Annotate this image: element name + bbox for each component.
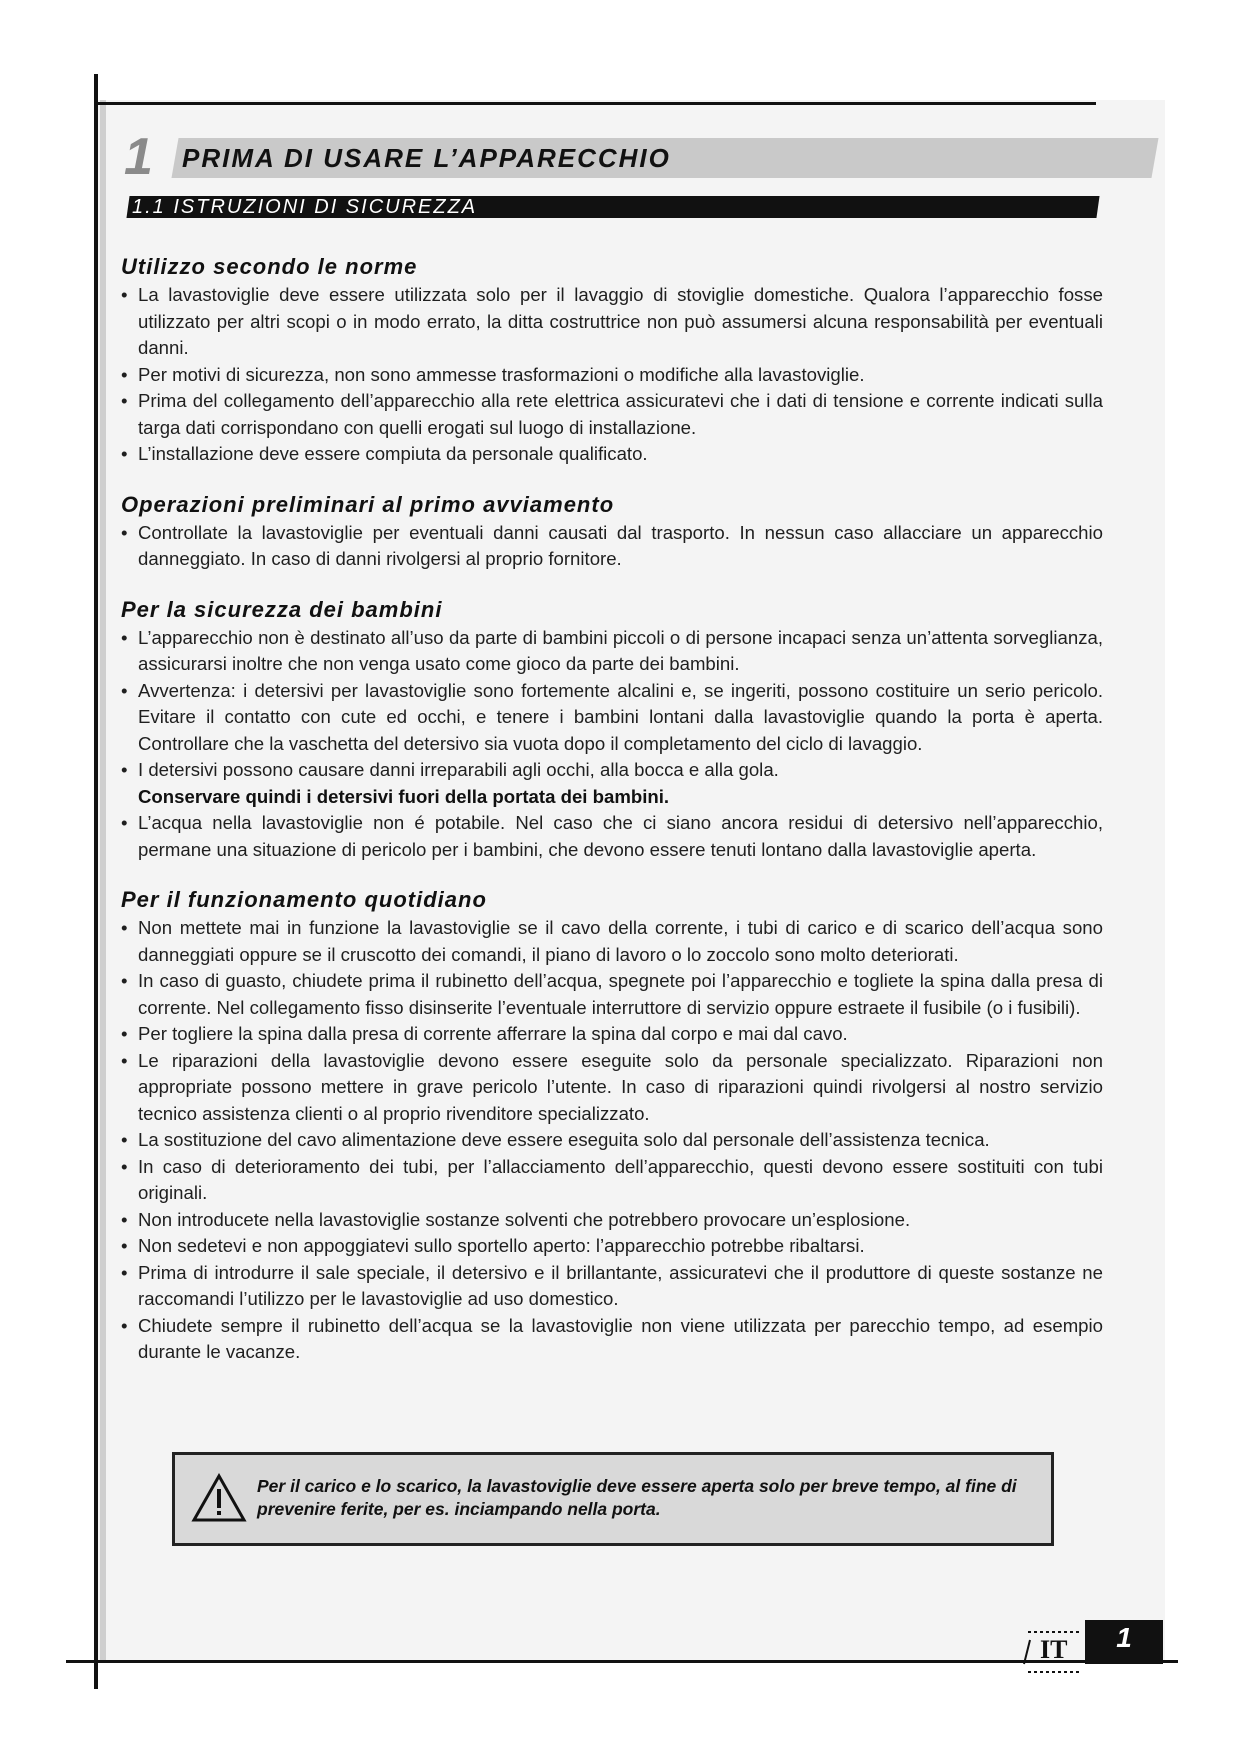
bullet-icon: • <box>121 284 128 305</box>
bullet-icon: • <box>121 1314 128 1336</box>
list-item: • Per togliere la spina dalla presa di corrente afferrare la spina dal corpo e mai dal cavo. <box>121 1021 1103 1048</box>
subheading: Utilizzo secondo le norme <box>121 254 418 279</box>
list-item: • Per motivi di sicurezza, non sono ammesse trasformazioni o modifiche alla lavastoviglie. <box>121 362 1103 389</box>
warning-triangle-icon <box>191 1473 247 1523</box>
document-body <box>121 254 1103 1390</box>
page-number: 1 <box>1116 1622 1132 1653</box>
bullet-icon: • <box>121 1129 128 1150</box>
list-item: • L’apparecchio non è destinato all’uso da parte di bambini piccoli o di persone incapaci senza un’attenta sorveglianza, assicurarsi inoltre che non venga usato come gioco da parte dei bambini. <box>121 626 1103 674</box>
list-item: • Le riparazioni della lavastoviglie devono essere eseguite solo da personale specializzato. Riparazioni non appropriate possono mettere in grave pericolo l’utente. In caso di riparazioni quindi rivolgersi al nostro servizio tecnico assistenza clienti o al proprio rivenditore specializzato. <box>121 1049 1103 1124</box>
subheading: Per la sicurezza dei bambini <box>121 596 443 622</box>
bullet-icon: • <box>121 917 128 938</box>
bullet-icon: • <box>121 1208 128 1230</box>
bullet-icon: • <box>121 521 128 543</box>
emphasis-note: Conservare quindi i detersivi fuori della portata dei bambini. <box>138 785 670 807</box>
list-item: • I detersivi possono causare danni irreparabili agli occhi, alla bocca e alla gola. <box>121 757 1103 784</box>
bullet-icon: • <box>121 970 128 991</box>
block-child-safety <box>121 597 1103 864</box>
bullet-icon: • <box>121 1261 128 1283</box>
bullet-icon: • <box>121 390 128 411</box>
chapter-number: 1 <box>124 128 153 186</box>
left-border-rule <box>94 74 98 1689</box>
subheading: Per il funzionamento quotidiano <box>121 887 487 912</box>
bullet-icon: • <box>121 1049 128 1071</box>
chapter-title: PRIMA DI USARE L’APPARECCHIO <box>182 143 671 173</box>
section-title: 1.1 ISTRUZIONI DI SICUREZZA <box>132 196 478 218</box>
language-label: IT <box>1040 1635 1068 1664</box>
top-border-rule <box>96 102 1096 105</box>
bullet-icon: • <box>121 679 128 701</box>
list-item: • Non sedetevi e non appoggiatevi sullo sportello aperto: l’apparecchio potrebbe ribaltarsi. <box>121 1233 1103 1260</box>
list-item: • Avvertenza: i detersivi per lavastoviglie sono fortemente alcalini e, se ingeriti, possono costituire un serio pericolo. Evitare il contatto con cute ed occhi, e tenere i bambini lontani dalla lavastoviglie quando la porta è aperta. Controllare che la vaschetta del detersivo sia vuota dopo il completamento del ciclo di lavaggio. <box>121 679 1103 754</box>
warning-box <box>172 1452 1054 1546</box>
list-item: • Non mettete mai in funzione la lavastoviglie se il cavo della corrente, i tubi di carico e di scarico dell’acqua sono danneggiati oppure se il cruscotto dei comandi, il piano di lavoro o lo zoccolo sono molto deteriorati. <box>121 917 1103 965</box>
list-item: • In caso di guasto, chiudete prima il rubinetto dell’acqua, spegnete poi l’apparecchio e togliete la spina dalla presa di corrente. Nel collegamento fisso disinserite l’eventuale interruttore di servizio oppure estraete il fusibile (o i fusibili). <box>121 970 1103 1018</box>
list-item: • Non introducete nella lavastoviglie sostanze solventi che potrebbero provocare un’esplosione. <box>121 1207 1103 1234</box>
block-preliminary-operations <box>121 492 1103 573</box>
list-item: • L’installazione deve essere compiuta da personale qualificato. <box>121 441 1103 468</box>
block-usage-rules <box>121 254 1103 468</box>
bullet-icon: • <box>121 1155 128 1177</box>
bullet-icon: • <box>121 363 128 385</box>
list-item: • La lavastoviglie deve essere utilizzata solo per il lavaggio di stoviglie domestiche. Qualora l’apparecchio fosse utilizzato per altri scopi o in modo errato, la ditta costruttrice non può assumersi alcuna responsabilità per eventuali danni. <box>121 284 1103 358</box>
bullet-icon: • <box>121 812 128 833</box>
list-item: • Prima del collegamento dell’apparecchio alla rete elettrica assicuratevi che i dati di tensione e corrente indicati sulla targa dati corrispondano con quelli erogati sul luogo di installazione. <box>121 390 1103 438</box>
bullet-icon: • <box>121 759 128 780</box>
list-item: • L’acqua nella lavastoviglie non é potabile. Nel caso che ci siano ancora residui di detersivo nell’apparecchio, permane una situazione di pericolo per i bambini, che devono essere tenuti lontano dalla lavastoviglie aperta. <box>121 812 1103 860</box>
bullet-icon: • <box>121 626 128 648</box>
block-daily-operation <box>121 887 1103 1366</box>
list-item: • La sostituzione del cavo alimentazione deve essere eseguita solo dal personale dell’assistenza tecnica. <box>121 1127 1103 1154</box>
bottom-border-rule <box>66 1660 1178 1663</box>
list-item: • Controllate la lavastoviglie per eventuali danni causati dal trasporto. In nessun caso allacciare un apparecchio danneggiato. In caso di danni rivolgersi al proprio fornitore. <box>121 521 1103 569</box>
bullet-icon: • <box>121 1023 128 1044</box>
bullet-icon: • <box>121 1235 128 1256</box>
bullet-icon: • <box>121 443 128 464</box>
list-item: • Chiudete sempre il rubinetto dell’acqua se la lavastoviglie non viene utilizzata per parecchio tempo, ad esempio durante le vacanze. <box>121 1314 1103 1362</box>
subheading: Operazioni preliminari al primo avviamento <box>121 491 615 517</box>
list-item: • Prima di introdurre il sale speciale, il detersivo e il brillantante, assicuratevi che il produttore di queste sostanze ne raccomandi l’utilizzo per le lavastoviglie ad uso domestico. <box>121 1261 1103 1309</box>
list-item: • In caso di deterioramento dei tubi, per l’allacciamento dell’apparecchio, questi devono essere sostituiti con tubi originali. <box>121 1155 1103 1203</box>
left-border-shade <box>100 100 106 1660</box>
warning-text: Per il carico e lo scarico, la lavastoviglie deve essere aperta solo per breve tempo, al fine di prevenire ferite, per es. inciampando nella porta. <box>257 1476 1017 1519</box>
